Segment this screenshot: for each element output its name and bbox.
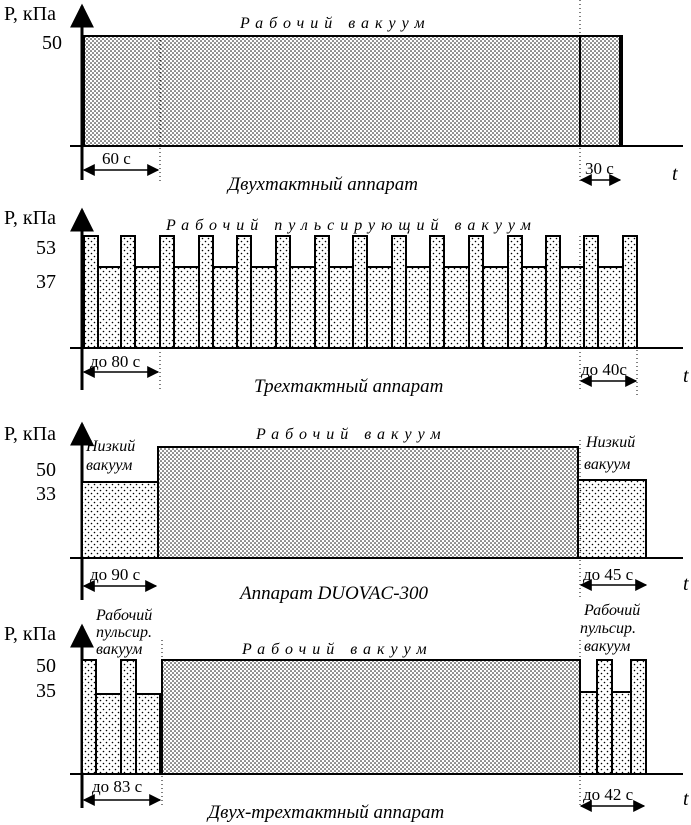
pressure-axis-label: P, кПа xyxy=(4,207,56,229)
pulse-high xyxy=(237,236,251,348)
duration-right: до 40с xyxy=(581,360,627,379)
pulse-low xyxy=(96,694,121,774)
time-axis-label: t xyxy=(672,163,678,185)
level-53: 53 xyxy=(36,237,56,259)
pulse-high xyxy=(508,236,522,348)
pulse-high xyxy=(597,660,612,774)
low-vacuum-right-block xyxy=(578,480,646,558)
duration-right: до 45 с xyxy=(583,565,634,584)
pulse-low xyxy=(136,694,160,774)
low-vacuum-left-label-2: вакуум xyxy=(86,457,133,474)
level-35: 35 xyxy=(36,680,56,702)
pressure-axis-label: P, кПа xyxy=(4,423,56,445)
pulse-high xyxy=(392,236,406,348)
duration-left: до 80 с xyxy=(90,352,141,371)
pulse-right-label-2: пульсир. xyxy=(580,620,637,637)
low-vacuum-right-label-1: Низкий xyxy=(586,434,636,451)
pulse-low xyxy=(598,267,623,348)
low-vacuum-left-label-1: Низкий xyxy=(86,438,136,455)
pulse-high xyxy=(121,236,135,348)
panel-two-stroke xyxy=(4,0,683,195)
pulse-low xyxy=(560,267,584,348)
panel-three-stroke xyxy=(4,207,689,398)
pulse-left-label-3: вакуум xyxy=(96,641,143,658)
pulse-high xyxy=(623,236,637,348)
panel-duovac xyxy=(4,423,689,604)
pressure-axis-label: P, кПа xyxy=(4,3,56,25)
duration-right: до 42 с xyxy=(583,785,634,804)
pulse-low xyxy=(329,267,353,348)
pulse-low xyxy=(213,267,237,348)
pressure-axis-label: P, кПа xyxy=(4,623,56,645)
pulse-low xyxy=(367,267,392,348)
pulse-high xyxy=(353,236,367,348)
pulse-high xyxy=(160,236,174,348)
pulse-left-label-1: Рабочий xyxy=(96,607,153,624)
level-50: 50 xyxy=(36,655,56,677)
working-vacuum-block xyxy=(158,447,578,558)
time-axis-label: t xyxy=(683,573,689,595)
level-50: 50 xyxy=(36,459,56,481)
pulse-low xyxy=(98,267,121,348)
pulse-high xyxy=(584,236,598,348)
working-vacuum-block xyxy=(82,36,622,146)
duration-left: 60 с xyxy=(102,149,131,168)
pulse-train xyxy=(84,236,637,348)
pulse-low xyxy=(251,267,276,348)
duration-left: до 83 с xyxy=(92,777,143,796)
working-vacuum-label: Рабочий вакуум xyxy=(240,15,431,32)
duration-right: 30 с xyxy=(585,159,614,178)
pulse-low xyxy=(174,267,199,348)
panel-caption: Аппарат DUOVAC-300 xyxy=(240,583,429,604)
level-50: 50 xyxy=(42,32,62,54)
pulse-high xyxy=(82,660,96,774)
level-33: 33 xyxy=(36,483,56,505)
pulse-high xyxy=(276,236,290,348)
low-vacuum-right-label-2: вакуум xyxy=(584,456,631,473)
pulse-low xyxy=(483,267,508,348)
panel-caption: Трехтактный аппарат xyxy=(254,376,444,397)
time-axis-label: t xyxy=(683,788,689,810)
pulse-left-label-2: пульсир. xyxy=(96,624,153,641)
pulse-low xyxy=(290,267,315,348)
pulse-right-label-1: Рабочий xyxy=(584,602,641,619)
working-vacuum-block xyxy=(162,660,580,774)
pulse-high xyxy=(430,236,444,348)
time-axis-label: t xyxy=(683,365,689,387)
pulse-low xyxy=(135,267,160,348)
pulse-high xyxy=(121,660,136,774)
panel-two-three-stroke xyxy=(4,602,689,823)
pulse-high xyxy=(84,236,98,348)
pulse-low xyxy=(612,692,631,774)
panel-caption: Двухтактный аппарат xyxy=(228,174,419,195)
panel-caption: Двух-трехтактный аппарат xyxy=(208,802,445,823)
pulse-low xyxy=(522,267,546,348)
working-vacuum-label: Рабочий вакуум xyxy=(256,426,447,443)
pulse-low xyxy=(406,267,430,348)
pulse-high xyxy=(546,236,560,348)
pulsating-vacuum-label: Рабочий пульсирующий вакуум xyxy=(166,217,537,234)
pulse-high xyxy=(199,236,213,348)
pulse-right-label-3: вакуум xyxy=(584,638,631,655)
pulse-high xyxy=(315,236,329,348)
pulse-high xyxy=(631,660,646,774)
duration-left: до 90 с xyxy=(90,565,141,584)
level-37: 37 xyxy=(36,271,56,293)
working-vacuum-label: Рабочий вакуум xyxy=(242,641,433,658)
pulse-low xyxy=(444,267,469,348)
pulse-low xyxy=(580,692,597,774)
low-vacuum-left-block xyxy=(82,482,158,558)
pulse-high xyxy=(469,236,483,348)
